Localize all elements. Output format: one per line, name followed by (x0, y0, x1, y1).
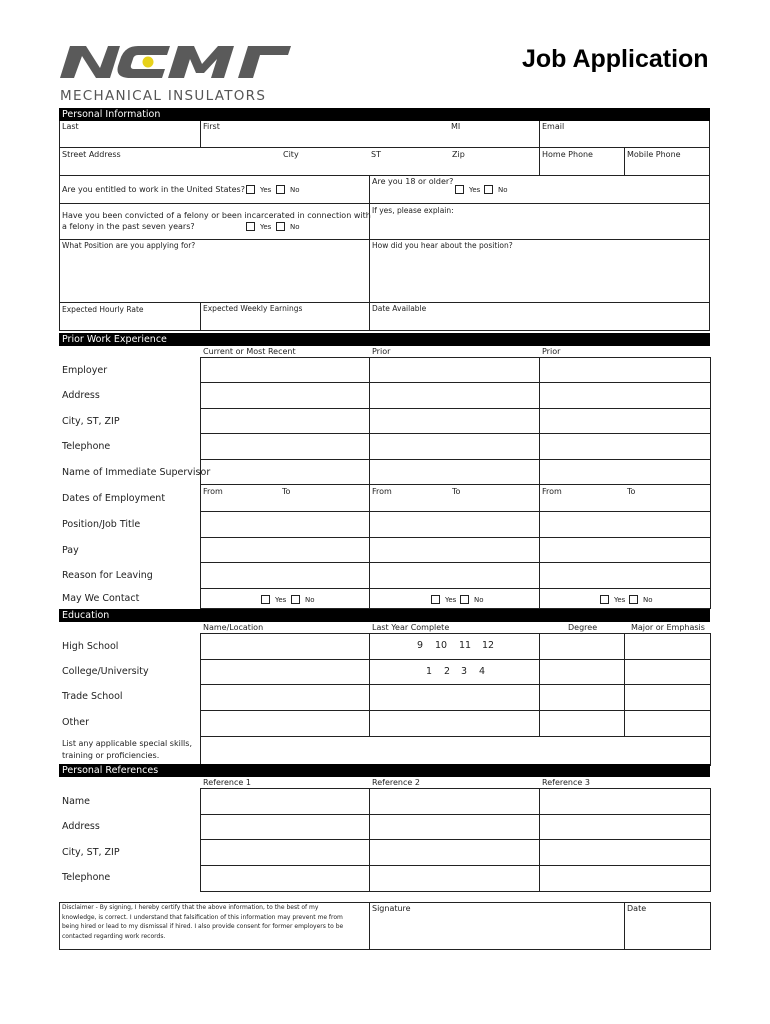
employment-from-field[interactable]: From (542, 487, 562, 496)
section-title: Personal References (62, 765, 159, 776)
divider (200, 408, 710, 409)
divider (200, 839, 710, 840)
divider (59, 121, 60, 330)
company-subtitle: MECHANICAL INSULATORS (60, 88, 267, 104)
position-field[interactable]: What Position are you applying for? (62, 241, 196, 250)
state-field[interactable]: ST (371, 150, 381, 159)
ref-row-label: City, ST, ZIP (62, 847, 120, 858)
divider (709, 121, 710, 330)
work-col-prior-2: Prior (542, 347, 561, 356)
divider (200, 710, 710, 711)
employment-from-field[interactable]: From (203, 487, 223, 496)
contact-yes-checkbox[interactable] (431, 595, 440, 604)
ref-row-label: Telephone (62, 872, 111, 883)
divider (200, 484, 710, 485)
college-year-option[interactable]: 1 (426, 666, 433, 677)
hs-year-option[interactable]: 12 (482, 640, 495, 651)
skills-label-line1: List any applicable special skills, (62, 739, 192, 748)
contact-yes-checkbox[interactable] (600, 595, 609, 604)
divider (200, 588, 710, 589)
ref-col-1: Reference 1 (203, 778, 251, 787)
section-title: Personal Information (62, 109, 161, 120)
no-label: No (290, 223, 300, 231)
divider (369, 357, 370, 608)
work-history-table (200, 357, 711, 609)
street-address-field[interactable]: Street Address (62, 150, 121, 159)
zip-field[interactable]: Zip (452, 150, 465, 159)
section-prior-work-experience (59, 333, 710, 346)
contact-yes-checkbox[interactable] (261, 595, 270, 604)
divider (369, 902, 370, 949)
age-question: Are you 18 or older? (372, 177, 454, 186)
employment-to-field[interactable]: To (627, 487, 636, 496)
work-row-label: Reason for Leaving (62, 570, 153, 581)
first-name-field[interactable]: First (203, 122, 220, 131)
contact-no-checkbox[interactable] (460, 595, 469, 604)
divider (200, 537, 710, 538)
employment-from-field[interactable]: From (372, 487, 392, 496)
work-row-label: Dates of Employment (62, 493, 166, 504)
work-row-label: Position/Job Title (62, 519, 141, 530)
work-row-label: Employer (62, 365, 108, 376)
city-field[interactable]: City (283, 150, 299, 159)
home-phone-field[interactable]: Home Phone (542, 150, 593, 159)
college-year-option[interactable]: 4 (479, 666, 486, 677)
divider (624, 902, 625, 949)
edu-col-year: Last Year Complete (372, 623, 450, 632)
work-eligibility-no-checkbox[interactable] (276, 185, 285, 194)
ref-row-label: Name (62, 796, 91, 807)
skills-label-line2: training or proficiencies. (62, 751, 160, 760)
divider (200, 865, 710, 866)
section-title: Education (62, 610, 110, 621)
contact-no-checkbox[interactable] (291, 595, 300, 604)
felony-question-line2: a felony in the past seven years? (62, 222, 195, 231)
date-available-field[interactable]: Date Available (372, 304, 427, 313)
yes-label: Yes (469, 186, 481, 194)
employment-to-field[interactable]: To (282, 487, 291, 496)
signature-field[interactable]: Signature (372, 904, 411, 913)
no-label: No (474, 596, 484, 604)
felony-yes-checkbox[interactable] (246, 222, 255, 231)
divider (200, 433, 710, 434)
divider (59, 175, 710, 176)
education-table (200, 633, 711, 766)
disclaimer-line: Disclaimer - By signing, I hereby certify that the above information, to the best of my (62, 904, 319, 911)
no-label: No (305, 596, 315, 604)
section-education (59, 609, 710, 622)
date-field[interactable]: Date (627, 904, 647, 913)
mobile-phone-field[interactable]: Mobile Phone (627, 150, 681, 159)
disclaimer-line: knowledge, is correct. I understand that falsification of this information may prevent me from (62, 913, 343, 921)
ncmi-logo-mark (60, 42, 300, 82)
section-personal-references (59, 764, 710, 777)
felony-no-checkbox[interactable] (276, 222, 285, 231)
age-yes-checkbox[interactable] (455, 185, 464, 194)
hear-about-field[interactable]: How did you hear about the position? (372, 241, 513, 250)
disclaimer-line: being hired or lead to my dismissal if hired. I also provide consent for former employers to be (62, 923, 344, 930)
work-row-label: City, ST, ZIP (62, 416, 120, 427)
edu-col-major: Major or Emphasis (631, 623, 705, 632)
divider (200, 459, 710, 460)
divider (200, 302, 201, 330)
felony-explain-field[interactable]: If yes, please explain: (372, 206, 454, 215)
employment-to-field[interactable]: To (452, 487, 461, 496)
divider (59, 239, 710, 240)
divider (539, 357, 540, 608)
edu-row-label: College/University (62, 666, 149, 677)
divider (539, 121, 540, 175)
contact-no-checkbox[interactable] (629, 595, 638, 604)
email-field[interactable]: Email (542, 122, 565, 131)
work-row-label: Name of Immediate Supervisor (62, 467, 211, 478)
divider (200, 684, 710, 685)
divider (59, 203, 710, 204)
no-label: No (498, 186, 508, 194)
divider (200, 736, 710, 737)
section-title: Prior Work Experience (62, 334, 167, 345)
hs-year-option[interactable]: 11 (459, 640, 472, 651)
hs-year-option[interactable]: 10 (435, 640, 448, 651)
section-personal-information (59, 108, 710, 121)
divider (200, 511, 710, 512)
yes-label: Yes (260, 223, 272, 231)
hs-year-option[interactable]: 9 (417, 640, 424, 651)
work-eligibility-yes-checkbox[interactable] (246, 185, 255, 194)
no-label: No (290, 186, 300, 194)
ref-col-2: Reference 2 (372, 778, 420, 787)
ref-col-3: Reference 3 (542, 778, 590, 787)
age-no-checkbox[interactable] (484, 185, 493, 194)
disclaimer-line: contacted regarding work records. (62, 932, 166, 940)
divider (200, 382, 710, 383)
yes-label: Yes (260, 186, 272, 194)
divider (200, 814, 710, 815)
divider (200, 121, 201, 147)
divider (59, 147, 710, 148)
edu-col-name: Name/Location (203, 623, 264, 632)
yes-label: Yes (445, 596, 457, 604)
page-title: Job Application (522, 45, 709, 73)
yes-label: Yes (614, 596, 626, 604)
work-col-current: Current or Most Recent (203, 347, 296, 356)
divider (59, 302, 710, 303)
work-row-label: Address (62, 390, 100, 401)
work-col-prior-1: Prior (372, 347, 391, 356)
references-table (200, 788, 711, 892)
divider (59, 330, 710, 331)
college-year-option[interactable]: 3 (461, 666, 468, 677)
divider (200, 562, 710, 563)
college-year-option[interactable]: 2 (444, 666, 451, 677)
last-name-field[interactable]: Last (62, 122, 79, 131)
edu-row-label: High School (62, 641, 119, 652)
divider (369, 175, 370, 330)
work-row-label: Telephone (62, 441, 111, 452)
edu-col-degree: Degree (568, 623, 598, 632)
middle-initial-field[interactable]: MI (451, 122, 461, 131)
hourly-rate-field[interactable]: Expected Hourly Rate (62, 305, 144, 314)
work-row-label: Pay (62, 545, 79, 556)
divider (200, 659, 710, 660)
edu-row-label: Trade School (62, 691, 123, 702)
divider (624, 147, 625, 175)
work-row-label: May We Contact (62, 593, 140, 604)
no-label: No (643, 596, 653, 604)
weekly-earnings-field[interactable]: Expected Weekly Earnings (203, 304, 303, 313)
edu-row-label: Other (62, 717, 89, 728)
ref-row-label: Address (62, 821, 100, 832)
work-eligibility-question: Are you entitled to work in the United States? (62, 185, 245, 194)
company-logo (60, 42, 300, 104)
felony-question-line1: Have you been convicted of a felony or been incarcerated in connection with (62, 211, 371, 220)
yes-label: Yes (275, 596, 287, 604)
